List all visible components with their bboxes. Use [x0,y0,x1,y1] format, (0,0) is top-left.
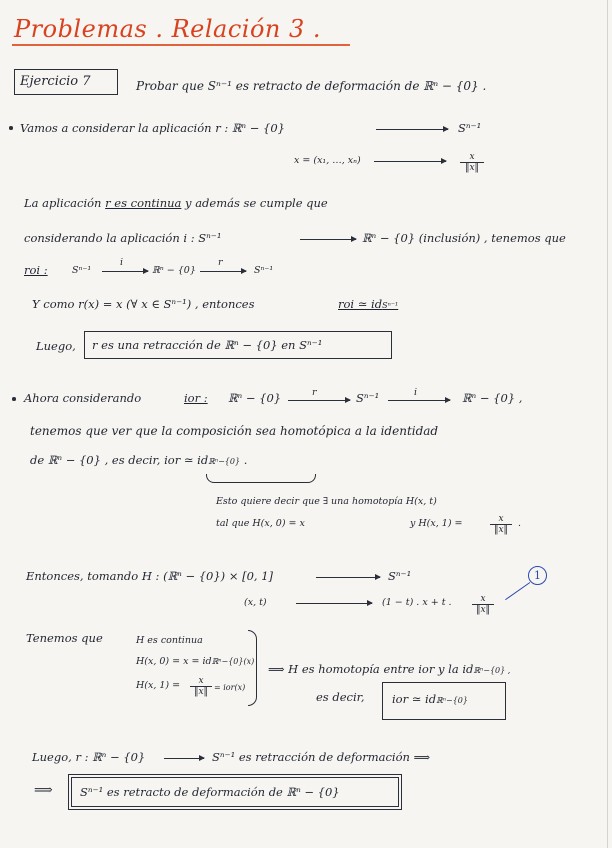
p3-luego: Luego, r : ℝⁿ − {0} [32,750,146,764]
p1-fraction [460,152,484,173]
p3-implies [268,662,510,678]
p1-arrow-r2 [200,271,246,272]
p1-result-text: r es una retracción de ℝⁿ − {0} en Sⁿ⁻¹ [92,338,323,352]
p1-arrow-i [102,271,148,272]
p1-line3-a: La aplicación [24,196,106,210]
p2-line3-a: de ℝⁿ − {0} , es decir, ior ≃ id [30,453,209,467]
p2-line1-ior: ior : [184,391,208,405]
p3-cond3-b: = ior(x) [214,683,246,692]
p3-result-sub: ℝⁿ−{0} [436,696,468,705]
p1-line5-c: Sⁿ⁻¹ [254,265,274,276]
p3-final-arrow: ⟹ [34,783,53,798]
p1-line4: considerando la aplicación i : Sⁿ⁻¹ [24,231,222,245]
p1-line6-roi: roi ≃ id [338,297,383,311]
final-result-text: Sⁿ⁻¹ es retracto de deformación de ℝⁿ − {0} [80,785,340,799]
p1-line5-r: r [218,257,223,268]
p3-implies-sub: ℝⁿ−{0} , [473,666,511,675]
p3-es-decir: es decir, [316,690,365,704]
note-marker-arrow [505,582,530,600]
p3-arrow-maps [296,603,372,604]
p3-line2-a: (x, t) [244,597,267,608]
p2-line1-b: ℝⁿ − {0} [228,391,282,405]
p3-cond3-den: ‖x‖ [193,687,209,697]
p2-brace-line1: Esto quiere decir que ∃ una homotopía H(x, t) [216,496,437,507]
p2-line3-end: . [243,453,248,467]
p2-arrow-r [288,400,350,401]
p1-line6-a: Y como r(x) = x (∀ x ∈ Sⁿ⁻¹) , entonces [32,297,255,311]
p1-roi-label: roi : [24,263,48,277]
p2-brace-line2-b: y H(x, 1) = [410,518,463,529]
p3-cond1: H es continua [136,635,203,646]
p3-cond3-a: H(x, 1) = [136,680,181,691]
exercise-label: Ejercicio 7 [20,74,91,89]
p3-line1-b: Sⁿ⁻¹ [388,569,412,583]
p3-implies-text: ⟹ H es homotopía entre ior y la id [268,662,474,676]
p1-line4-b: ℝⁿ − {0} (inclusión) , tenemos que [362,231,566,245]
p1-luego: Luego, [36,339,76,353]
p3-frac-num: x [472,594,494,605]
p2-line1-d: ℝⁿ − {0} , [462,391,523,405]
p2-line2: tenemos que ver que la composición sea homotópica a la identidad [30,424,439,438]
p3-arrow-luego [164,758,204,759]
p1-line6-b [338,297,398,313]
page-title: Problemas . Relación 3 . [14,15,322,43]
p3-result-main: ior ≃ id [392,692,437,706]
p1-arrow-r [376,129,448,130]
title-underline [12,44,350,46]
p1-line3-b: y además se cumple que [181,196,328,210]
p1-line2-left: x = (x₁, …, xₙ) [294,155,361,166]
p2-fraction [490,514,512,535]
p3-cond3-num: x [190,676,212,687]
p3-arrow-h [316,577,380,578]
p1-line5-b: ℝⁿ − {0} [152,265,196,276]
p1-frac-den: ‖x‖ [464,163,480,173]
p3-cond2 [136,655,254,669]
p1-line3 [24,196,328,210]
p2-arrow-i [388,400,450,401]
p1-line1-target: Sⁿ⁻¹ [458,121,482,135]
p2-line3 [30,453,247,469]
bullet-2 [12,397,16,401]
p1-arrow-maps [374,161,446,162]
bullet-1 [9,126,13,130]
p2-frac-den: ‖x‖ [493,525,509,535]
p2-line1-c: Sⁿ⁻¹ [356,391,380,405]
p3-tenemos: Tenemos que [26,631,103,645]
p3-cond2-b: (x) [243,657,255,666]
page-edge [607,0,608,848]
p2-line1-i: i [414,387,418,398]
p2-line1-r: r [312,387,317,398]
p3-line2-b: (1 − t) . x + t . [382,597,452,608]
p3-result-text [392,692,468,708]
p3-cond3-fraction [190,676,212,697]
p1-line6-sub: Sⁿ⁻¹ [382,301,399,310]
p1-line5-i: i [120,257,124,268]
p2-brace-line2-a: tal que H(x, 0) = x [216,518,305,529]
p3-cond2-sub: ℝⁿ−{0} [211,657,244,666]
p2-frac-num: x [490,514,512,525]
p2-underbrace [206,474,316,483]
note-marker-circle: 1 [528,566,547,585]
p3-frac-den: ‖x‖ [475,605,491,615]
p1-arrow-incl [300,239,356,240]
p2-line3-sub: ℝⁿ−{0} [208,457,241,466]
p1-line1: Vamos a considerar la aplicación r : ℝⁿ − {0} [20,121,285,135]
p3-cond2-a: H(x, 0) = x = id [136,656,212,667]
p3-line1-a: Entonces, tomando H : (ℝⁿ − {0}) × [0, 1] [26,569,274,583]
p3-luego-b: Sⁿ⁻¹ es retracción de deformación ⟹ [212,750,431,764]
p2-brace-end: . [518,518,522,529]
p3-fraction [472,594,494,615]
p3-right-brace [248,630,257,706]
p2-line1-a: Ahora considerando [24,391,142,405]
exercise-statement: Probar que Sⁿ⁻¹ es retracto de deformación de ℝⁿ − {0} . [136,79,487,93]
p1-line3-underlined: r es continua [105,196,182,210]
p1-frac-num: x [460,152,484,163]
p1-line5-a: Sⁿ⁻¹ [72,265,92,276]
